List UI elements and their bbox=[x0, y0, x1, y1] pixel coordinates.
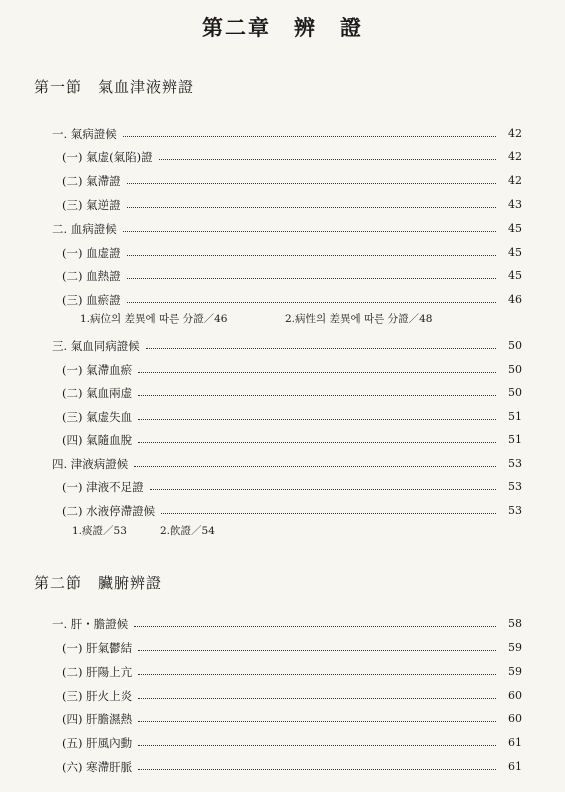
toc-entry-label: 一. 肝・膽證候 bbox=[52, 617, 129, 631]
toc-entry-label: (三) 血瘀證 bbox=[62, 293, 121, 307]
toc-entry-label: (二) 氣血兩虚 bbox=[62, 386, 133, 400]
toc-page-number: 53 bbox=[508, 457, 522, 470]
toc-entry bbox=[0, 268, 565, 284]
toc-page-number: 50 bbox=[508, 386, 522, 399]
toc-entry-label: (三) 肝火上炎 bbox=[62, 689, 133, 703]
toc-leader-dots bbox=[138, 698, 496, 699]
toc-entry-label: 三. 氣血同病證候 bbox=[52, 339, 140, 353]
toc-entry-label: (六) 寒滯肝脈 bbox=[62, 760, 133, 774]
toc-page-number: 45 bbox=[508, 269, 522, 282]
toc-entry-label: 二. 血病證候 bbox=[52, 222, 117, 236]
toc-entry bbox=[0, 409, 565, 425]
section-title-1: 第一節 氣血津液辨證 bbox=[34, 78, 195, 96]
toc-entry-label: (一) 氣滯血瘀 bbox=[62, 363, 133, 377]
subnote-nature-diff: 2.病性의 差異에 따른 分證／48 bbox=[285, 313, 433, 325]
toc-page-number: 60 bbox=[508, 689, 522, 702]
toc-entry bbox=[0, 479, 565, 495]
toc-entry-label: (一) 肝氣鬱結 bbox=[62, 641, 133, 655]
toc-leader-dots bbox=[138, 419, 496, 420]
toc-entry bbox=[0, 126, 565, 142]
toc-leader-dots bbox=[138, 395, 496, 396]
toc-entry bbox=[0, 338, 565, 354]
toc-page-number: 42 bbox=[508, 127, 522, 140]
toc-entry bbox=[0, 149, 565, 165]
toc-page-number: 42 bbox=[508, 174, 522, 187]
toc-page-number: 59 bbox=[508, 665, 522, 678]
toc-entry-label: (二) 血熱證 bbox=[62, 269, 121, 283]
toc-page-number: 43 bbox=[508, 198, 522, 211]
subnote-phlegm: 1.痰證／53 bbox=[72, 525, 127, 537]
toc-leader-dots bbox=[138, 442, 496, 443]
toc-page-number: 61 bbox=[508, 736, 522, 749]
chapter-title: 第二章 辨 證 bbox=[202, 15, 363, 40]
toc-entry bbox=[0, 735, 565, 751]
toc-entry-label: 一. 氣病證候 bbox=[52, 127, 117, 141]
toc-entry-label: (四) 氣隨血脫 bbox=[62, 433, 133, 447]
toc-page-number: 58 bbox=[508, 617, 522, 630]
toc-entry bbox=[0, 640, 565, 656]
toc-entry-label: (四) 肝膽濕熱 bbox=[62, 712, 133, 726]
toc-leader-dots bbox=[150, 489, 496, 490]
toc-entry-label: (三) 氣虚失血 bbox=[62, 410, 133, 424]
toc-page-number: 53 bbox=[508, 480, 522, 493]
toc-page-number: 51 bbox=[508, 433, 522, 446]
toc-entry bbox=[0, 432, 565, 448]
toc-entry bbox=[0, 711, 565, 727]
toc-entry bbox=[0, 173, 565, 189]
toc-entry bbox=[0, 688, 565, 704]
toc-entry-label: (二) 氣滯證 bbox=[62, 174, 121, 188]
toc-entry-label: (一) 氣虚(氣陷)證 bbox=[62, 150, 153, 164]
toc-entry-label: (三) 氣逆證 bbox=[62, 198, 121, 212]
toc-page-number: 59 bbox=[508, 641, 522, 654]
toc-page-number: 50 bbox=[508, 363, 522, 376]
toc-leader-dots bbox=[138, 372, 496, 373]
toc-entry bbox=[0, 197, 565, 213]
toc-leader-dots bbox=[123, 231, 496, 232]
toc-leader-dots bbox=[127, 302, 496, 303]
subnote-fluid: 2.飮證／54 bbox=[160, 525, 215, 537]
toc-leader-dots bbox=[161, 513, 496, 514]
toc-page-number: 45 bbox=[508, 246, 522, 259]
toc-entry bbox=[0, 759, 565, 775]
toc-entry bbox=[0, 221, 565, 237]
toc-entry bbox=[0, 292, 565, 308]
toc-leader-dots bbox=[127, 183, 496, 184]
toc-page-number: 60 bbox=[508, 712, 522, 725]
toc-leader-dots bbox=[134, 626, 496, 627]
toc-entry-label: (二) 肝陽上亢 bbox=[62, 665, 133, 679]
subnote-position-diff: 1.病位의 差異에 따른 分證／46 bbox=[80, 313, 228, 325]
toc-entry-label: 四. 津液病證候 bbox=[52, 457, 129, 471]
toc-page-number: 51 bbox=[508, 410, 522, 423]
toc-entry bbox=[0, 385, 565, 401]
toc-leader-dots bbox=[138, 650, 496, 651]
toc-entry bbox=[0, 616, 565, 632]
toc-leader-dots bbox=[138, 745, 496, 746]
toc-page-number: 53 bbox=[508, 504, 522, 517]
section-title-2: 第二節 臟腑辨證 bbox=[34, 574, 163, 592]
toc-leader-dots bbox=[159, 159, 496, 160]
toc-leader-dots bbox=[127, 255, 496, 256]
toc-page-number: 42 bbox=[508, 150, 522, 163]
toc-page-number: 45 bbox=[508, 222, 522, 235]
toc-leader-dots bbox=[138, 674, 496, 675]
toc-page-number: 61 bbox=[508, 760, 522, 773]
toc-entry bbox=[0, 362, 565, 378]
toc-entry-label: (五) 肝風內動 bbox=[62, 736, 133, 750]
toc-leader-dots bbox=[134, 466, 496, 467]
toc-entry-label: (二) 水液停滯證候 bbox=[62, 504, 156, 518]
toc-leader-dots bbox=[146, 348, 496, 349]
toc-page-number: 46 bbox=[508, 293, 522, 306]
toc-entry-label: (一) 血虚證 bbox=[62, 246, 121, 260]
toc-leader-dots bbox=[138, 721, 496, 722]
toc-leader-dots bbox=[138, 769, 496, 770]
toc-entry-label: (一) 津液不足證 bbox=[62, 480, 144, 494]
toc-leader-dots bbox=[127, 207, 496, 208]
toc-page-number: 50 bbox=[508, 339, 522, 352]
toc-entry bbox=[0, 503, 565, 519]
toc-entry bbox=[0, 245, 565, 261]
toc-leader-dots bbox=[123, 136, 496, 137]
toc-leader-dots bbox=[127, 278, 496, 279]
toc-entry bbox=[0, 664, 565, 680]
toc-entry bbox=[0, 456, 565, 472]
